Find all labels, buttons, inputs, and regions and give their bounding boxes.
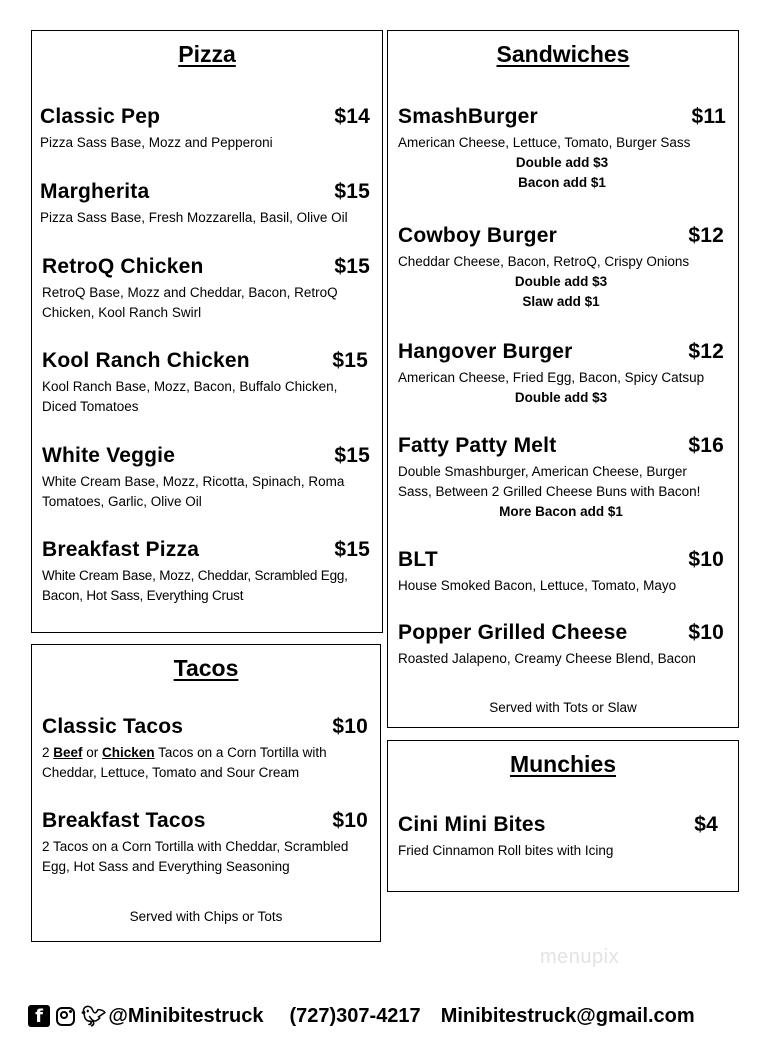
item-description: 2 Tacos on a Corn Tortilla with Cheddar, Scrambled Egg, Hot Sass and Everything Seasoning xyxy=(42,839,349,874)
item-description: American Cheese, Fried Egg, Bacon, Spicy Catsup xyxy=(398,370,705,385)
instagram-icon[interactable] xyxy=(56,1007,75,1026)
served-with-note: Served with Chips or Tots xyxy=(129,909,283,924)
item-name: Kool Ranch Chicken xyxy=(42,349,250,372)
item-description: Pizza Sass Base, Mozz and Pepperoni xyxy=(40,135,273,150)
item-price: $15 xyxy=(334,444,370,467)
item-name: Cini Mini Bites xyxy=(398,813,546,836)
item-price: $10 xyxy=(688,621,724,644)
menu-item xyxy=(388,224,738,312)
add-on: Slaw add $1 xyxy=(522,294,600,309)
menu-item xyxy=(388,105,738,193)
item-price: $15 xyxy=(334,538,370,561)
menu-item xyxy=(388,548,738,596)
menu-item xyxy=(32,349,382,417)
menu-item xyxy=(32,809,380,877)
phone-number[interactable]: (727)307-4217 xyxy=(289,1004,421,1027)
item-price: $10 xyxy=(688,548,724,571)
email-address[interactable]: Minibitestruck@gmail.com xyxy=(440,1004,695,1027)
item-name: SmashBurger xyxy=(398,105,538,128)
item-price: $15 xyxy=(334,180,370,203)
add-on: Double add $3 xyxy=(514,390,608,405)
beef-option: Beef xyxy=(53,745,83,760)
item-name: RetroQ Chicken xyxy=(42,255,204,278)
item-name: Fatty Patty Melt xyxy=(398,434,557,457)
add-on: Double add $3 xyxy=(515,155,609,170)
menu-item xyxy=(388,434,738,522)
menu-item xyxy=(388,340,738,408)
item-price: $12 xyxy=(688,340,724,363)
served-with-note: Served with Tots or Slaw xyxy=(489,700,637,715)
item-price: $10 xyxy=(332,809,368,832)
tacos-section xyxy=(31,644,381,942)
item-description: House Smoked Bacon, Lettuce, Tomato, Mayo xyxy=(398,578,677,593)
item-name: Breakfast Tacos xyxy=(42,809,206,832)
add-on: Bacon add $1 xyxy=(518,175,606,190)
menu-item xyxy=(388,813,738,861)
item-description: Kool Ranch Base, Mozz, Bacon, Buffalo Chicken, Diced Tomatoes xyxy=(42,379,338,414)
menu-item xyxy=(32,105,382,153)
item-description: Fried Cinnamon Roll bites with Icing xyxy=(398,843,614,858)
item-description: RetroQ Base, Mozz and Cheddar, Bacon, RetroQ Chicken, Kool Ranch Swirl xyxy=(42,285,338,320)
add-on: More Bacon add $1 xyxy=(499,504,623,519)
item-price: $4 xyxy=(694,813,718,836)
item-description: Pizza Sass Base, Fresh Mozzarella, Basil, Olive Oil xyxy=(40,210,348,225)
menu-item xyxy=(32,255,382,323)
item-description: 2 Beef or Chicken Tacos on a Corn Tortilla with Cheddar, Lettuce, Tomato and Sour Cream xyxy=(42,745,327,780)
footer xyxy=(28,1004,734,1028)
item-name: Cowboy Burger xyxy=(398,224,557,247)
menu-item xyxy=(32,444,382,512)
item-name: White Veggie xyxy=(42,444,176,467)
item-name: Popper Grilled Cheese xyxy=(398,621,628,644)
social-handle[interactable]: @Minibitestruck xyxy=(108,1004,264,1027)
item-name: BLT xyxy=(398,548,438,571)
item-price: $10 xyxy=(332,715,368,738)
watermark: menupix xyxy=(540,946,620,968)
pizza-section xyxy=(31,30,383,633)
item-description: Double Smashburger, American Cheese, Burger Sass, Between 2 Grilled Cheese Buns with Bacon! xyxy=(398,464,701,499)
item-name: Hangover Burger xyxy=(398,340,573,363)
item-price: $15 xyxy=(332,349,368,372)
item-price: $11 xyxy=(691,105,726,128)
facebook-icon[interactable]: f xyxy=(28,1005,50,1027)
item-price: $14 xyxy=(334,105,370,128)
item-price: $15 xyxy=(334,255,370,278)
item-price: $12 xyxy=(688,224,724,247)
item-name: Breakfast Pizza xyxy=(42,538,200,561)
pizza-title: Pizza xyxy=(178,41,236,67)
item-description: White Cream Base, Mozz, Ricotta, Spinach, Roma Tomatoes, Garlic, Olive Oil xyxy=(42,474,345,509)
item-price: $16 xyxy=(688,434,724,457)
menu-item xyxy=(32,538,382,606)
twitter-icon[interactable]: 🐦︎ xyxy=(81,1004,107,1028)
item-name: Margherita xyxy=(40,180,150,203)
item-description: White Cream Base, Mozz, Cheddar, Scrambled Egg, Bacon, Hot Sass, Everything Crust xyxy=(42,568,348,603)
munchies-section xyxy=(387,740,739,892)
item-name: Classic Pep xyxy=(40,105,161,128)
add-on: Double add $3 xyxy=(514,274,608,289)
sandwiches-title: Sandwiches xyxy=(496,41,630,67)
menu-item xyxy=(32,180,382,228)
sandwiches-section xyxy=(387,30,739,728)
tacos-title: Tacos xyxy=(173,655,239,681)
item-description: Cheddar Cheese, Bacon, RetroQ, Crispy Onions xyxy=(398,254,690,269)
menu-item xyxy=(32,715,380,783)
munchies-title: Munchies xyxy=(509,751,617,777)
item-description: American Cheese, Lettuce, Tomato, Burger Sass xyxy=(398,135,691,150)
item-name: Classic Tacos xyxy=(42,715,184,738)
item-description: Roasted Jalapeno, Creamy Cheese Blend, Bacon xyxy=(398,651,696,666)
chicken-option: Chicken xyxy=(102,745,155,760)
menu-item xyxy=(388,621,738,669)
